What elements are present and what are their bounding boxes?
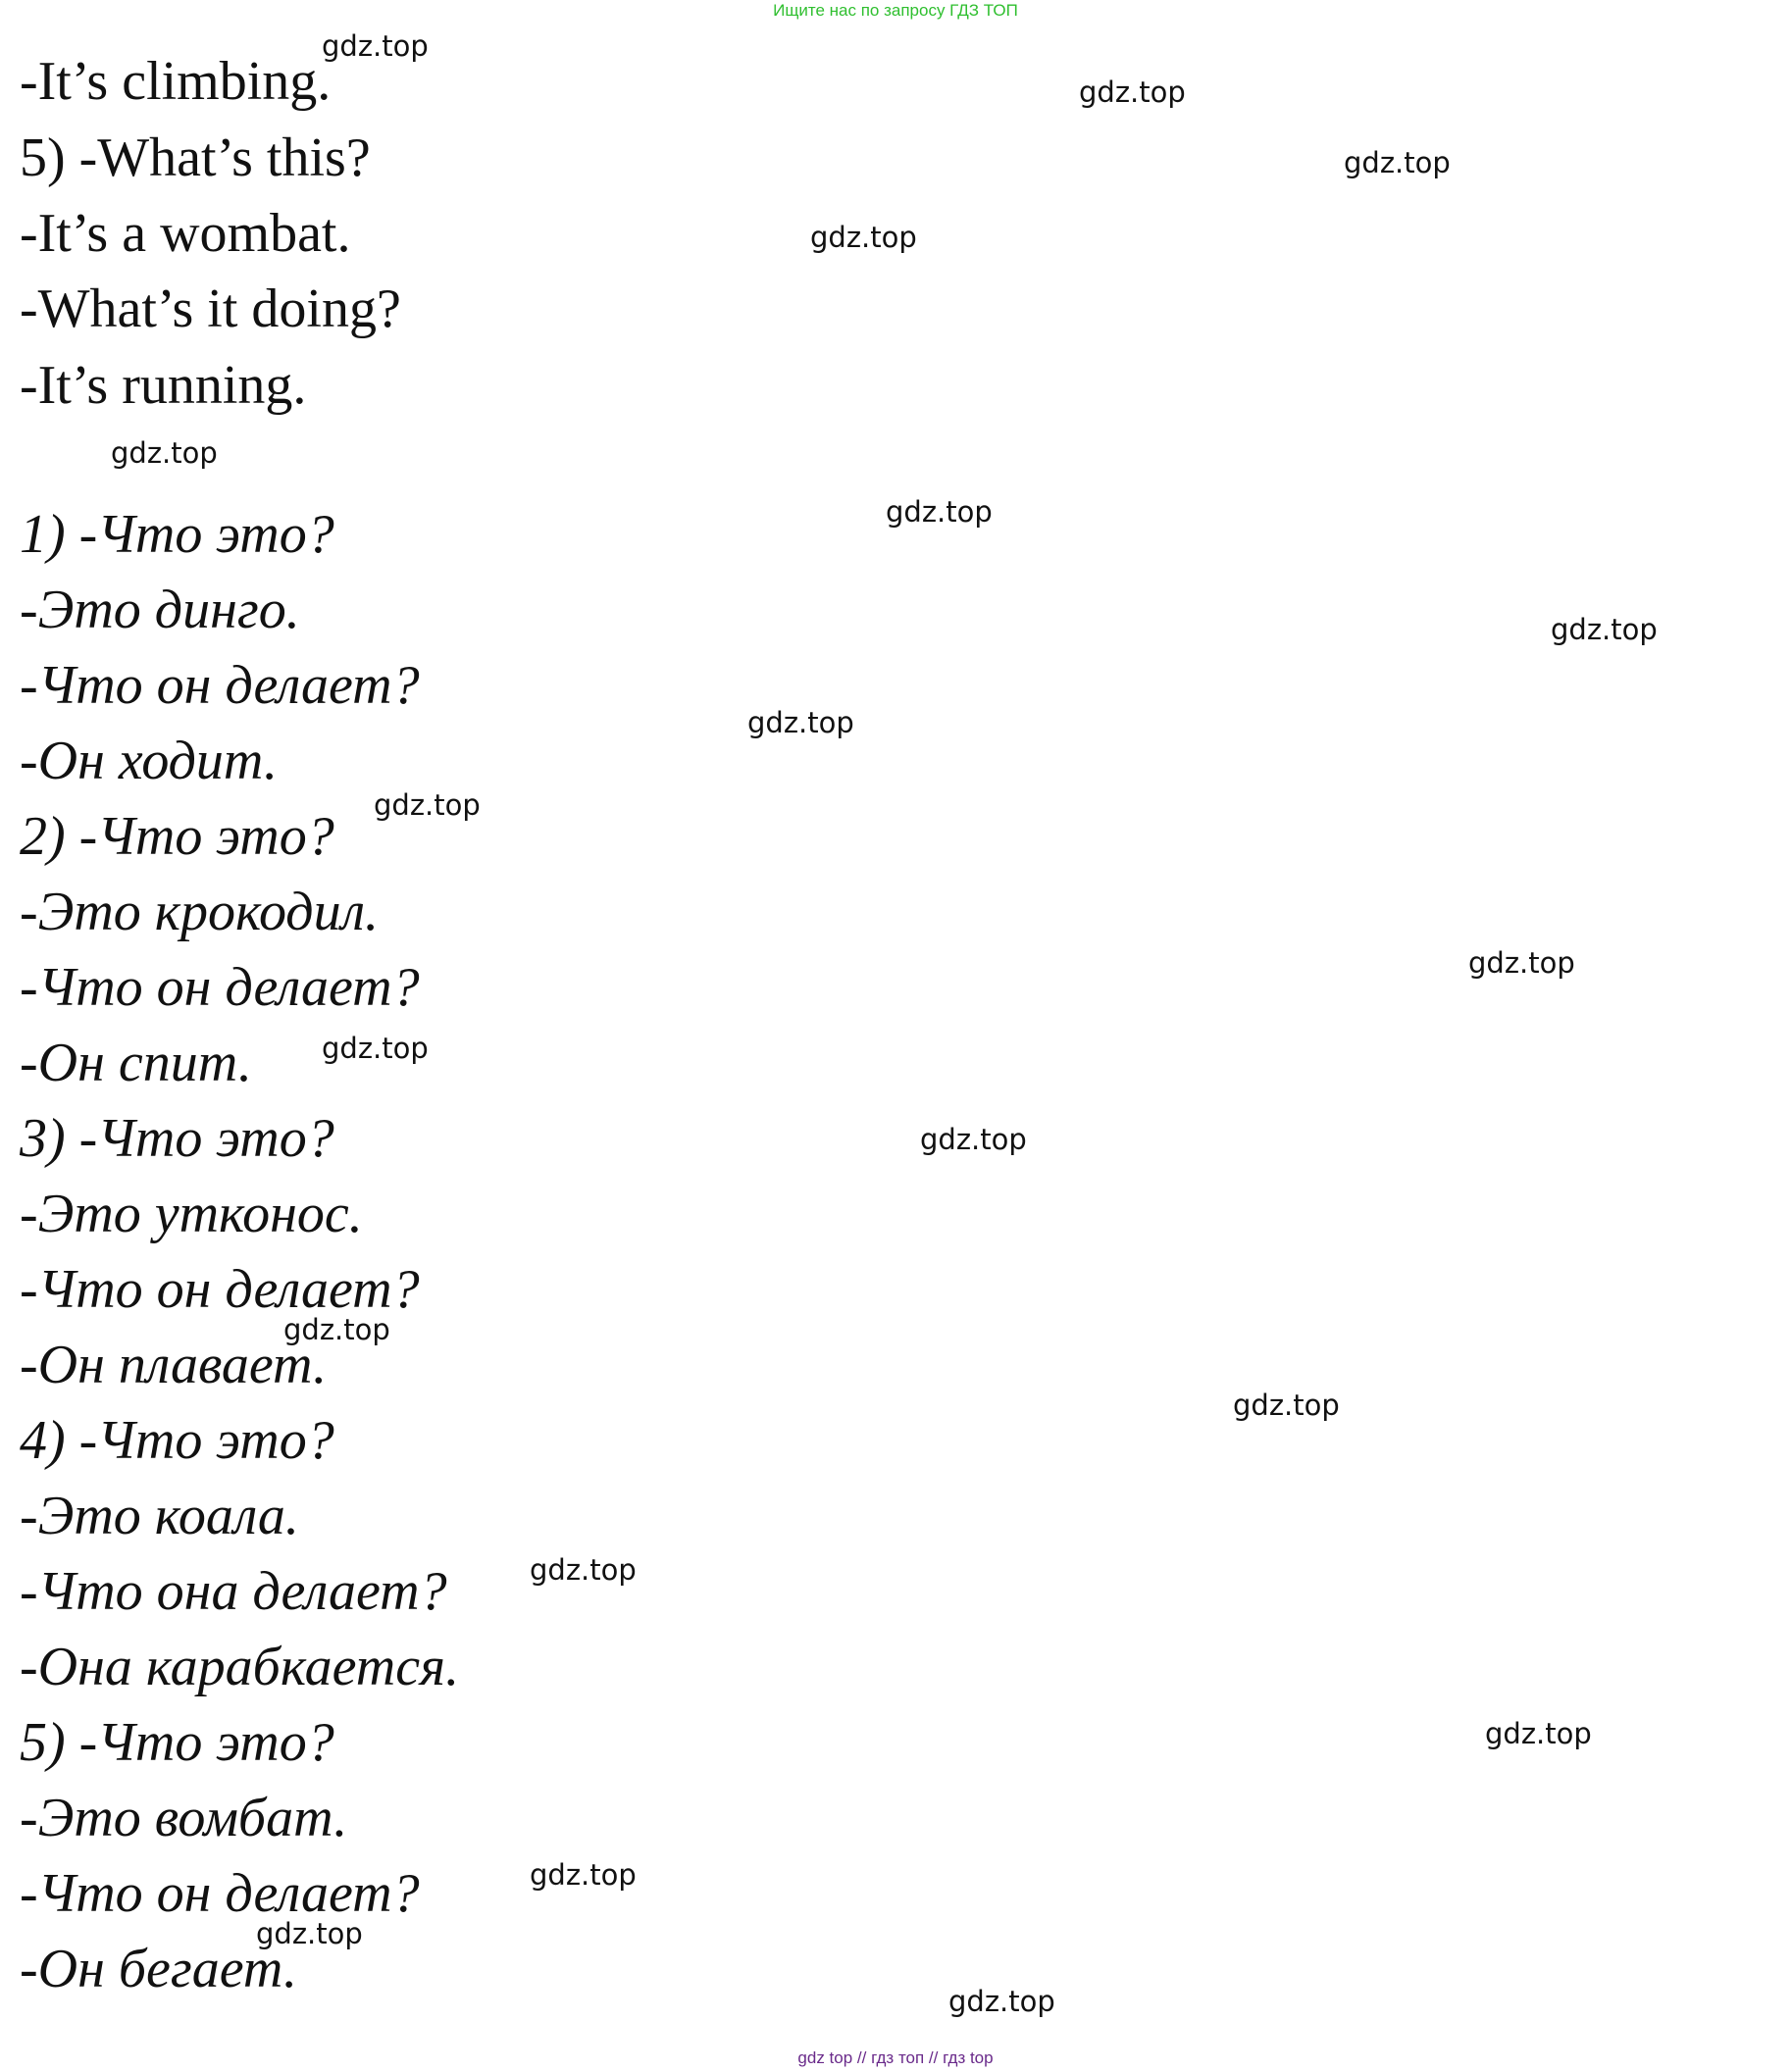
watermark: gdz.top xyxy=(1551,613,1658,646)
russian-line: -Это динго. xyxy=(20,580,300,640)
english-line: -What’s it doing? xyxy=(20,278,401,339)
watermark: gdz.top xyxy=(322,1032,429,1065)
watermark: gdz.top xyxy=(256,1917,363,1950)
russian-line: 1) -Что это? xyxy=(20,504,334,565)
watermark: gdz.top xyxy=(1485,1717,1592,1750)
russian-line: -Что он делает? xyxy=(20,957,420,1018)
russian-line: -Что он делает? xyxy=(20,1863,420,1924)
watermark: gdz.top xyxy=(111,436,218,470)
footer-links: gdz top // гдз топ // гдз top xyxy=(797,2048,994,2067)
russian-line: 5) -Что это? xyxy=(20,1712,334,1773)
watermark: gdz.top xyxy=(920,1123,1027,1156)
watermark: gdz.top xyxy=(1468,946,1575,980)
watermark: gdz.top xyxy=(374,788,481,822)
russian-line: -Она карабкается. xyxy=(20,1637,460,1697)
search-hint-banner: Ищите нас по запросу ГДЗ ТОП xyxy=(773,1,1018,20)
russian-line: -Что он делает? xyxy=(20,655,420,716)
russian-line: -Он ходит. xyxy=(20,731,279,791)
english-line: -It’s running. xyxy=(20,355,307,416)
english-line: -It’s climbing. xyxy=(20,51,332,112)
russian-line: -Это вомбат. xyxy=(20,1788,348,1848)
english-line: 5) -What’s this? xyxy=(20,127,371,188)
watermark: gdz.top xyxy=(810,221,917,254)
russian-line: -Что он делает? xyxy=(20,1259,420,1320)
russian-line: -Это коала. xyxy=(20,1486,299,1546)
watermark: gdz.top xyxy=(948,1985,1055,2018)
watermark: gdz.top xyxy=(886,495,993,529)
russian-line: -Он спит. xyxy=(20,1033,252,1093)
english-line: -It’s a wombat. xyxy=(20,203,351,264)
russian-line: 4) -Что это? xyxy=(20,1410,334,1471)
watermark: gdz.top xyxy=(283,1313,390,1346)
russian-line: -Он плавает. xyxy=(20,1335,328,1395)
watermark: gdz.top xyxy=(1233,1389,1340,1422)
watermark: gdz.top xyxy=(1344,146,1451,179)
russian-line: 3) -Что это? xyxy=(20,1108,334,1169)
russian-line: 2) -Что это? xyxy=(20,806,334,867)
watermark: gdz.top xyxy=(530,1553,637,1587)
russian-line: -Это крокодил. xyxy=(20,882,380,942)
watermark: gdz.top xyxy=(530,1858,637,1892)
watermark: gdz.top xyxy=(1079,76,1186,109)
russian-line: -Это утконос. xyxy=(20,1184,363,1244)
russian-line: -Он бегает. xyxy=(20,1939,297,1999)
watermark: gdz.top xyxy=(322,29,429,63)
russian-line: -Что она делает? xyxy=(20,1561,447,1622)
watermark: gdz.top xyxy=(747,706,854,739)
